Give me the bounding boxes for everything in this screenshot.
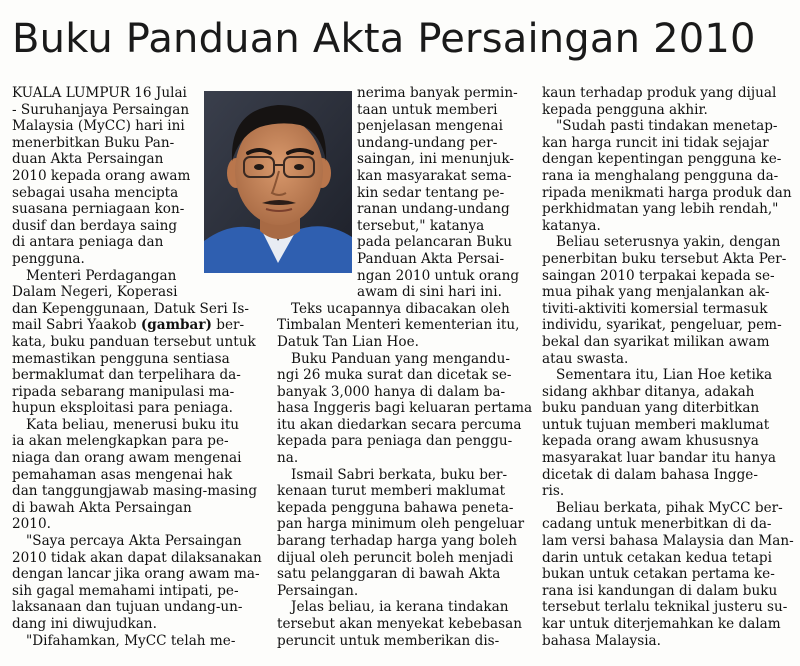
text-line: sebagai usaha mencipta [12,184,179,201]
text-line: 2010 tidak akan dapat dilaksanakan [12,549,262,566]
text-line: Dalam Negeri, Koperasi [12,284,178,301]
text-line: kepada pengguna akhir. [542,101,708,118]
text-line: bermaklumat dan terpelihara da- [12,367,241,384]
text-line: lam versi bahasa Malaysia dan Man- [542,533,794,550]
text-line: ranan undang-undang [357,201,510,218]
text-line: darin untuk cetakan kedua tetapi [542,549,772,566]
text-line: Menteri Perdagangan [26,267,177,284]
text-line: niaga dan orang awam mengenai [12,450,242,467]
text-line: barang terhadap harga yang boleh [277,533,517,550]
text-line: dicetak di dalam bahasa Ingge- [542,466,758,483]
text-line: dan Kepenggunaan, Datuk Seri Is- [12,300,249,317]
text-line: individu, syarikat, pengeluar, pem- [542,317,782,334]
text-line: ia akan melengkapkan para pe- [12,433,229,450]
text-line: banyak 3,000 hanya di dalam ba- [277,383,506,400]
text-line: - Suruhanjaya Persaingan [12,101,190,118]
text-line: "Sudah pasti tindakan menetap- [556,118,778,135]
text-line: di antara peniaga dan [12,234,164,251]
article-column-1 [12,85,262,649]
text-line: peruncit untuk memberikan dis- [277,632,500,649]
text-line: penerbitan buku tersebut Akta Per- [542,250,787,267]
text-line: nerima banyak permin- [357,85,518,101]
text-line: undang-undang per- [357,134,498,151]
text-line: penjelasan mengenai [357,118,504,135]
article-headline: Buku Panduan Akta Persaingan 2010 [12,16,756,62]
text-line: ripada sebarang manipulasi ma- [12,383,235,400]
text-line: awam di sini hari ini. [357,284,502,301]
text-line: tersebut," katanya [357,217,485,234]
text-line: dijual oleh peruncit boleh menjadi [277,549,514,566]
text-line: ris. [542,483,565,500]
text-line: kan masyarakat sema- [357,167,512,184]
text-line: saingan, ini menunjuk- [357,151,514,168]
text-line: Sementara itu, Lian Hoe ketika [556,367,773,384]
text-line: cadang untuk menerbitkan di da- [542,516,772,533]
text-line: Beliau seterusnya yakin, dengan [556,234,781,251]
text-line: Beliau berkata, pihak MyCC ber- [556,499,783,516]
text-line: tersebut akan menyekat kebebasan [277,616,522,632]
text-line: pada pelancaran Buku [357,234,513,251]
text-line: dengan kepentingan pengguna ke- [542,151,782,168]
text-line: untuk tujuan memberi maklumat [542,416,770,433]
text-line: perkhidmatan yang lebih rendah," [542,201,779,218]
text-line: satu pelanggaran di bawah Akta [277,566,501,583]
text-line: Timbalan Menteri kementerian itu, [277,317,520,334]
text-line: tiviti-aktiviti komersial termasuk [542,300,768,317]
text-line: Datuk Tan Lian Hoe. [277,333,419,350]
text-line: ngan 2010 untuk orang [357,267,520,284]
text-line: dang ini diwujudkan. [12,616,157,632]
text-line: kin sedar tentang pe- [357,184,505,201]
text-line: buku panduan yang diterbitkan [542,400,760,417]
text-line: mua pihak yang menjalankan ak- [542,284,770,301]
text-line: KUALA LUMPUR 16 Julai [12,85,187,101]
text-line: "Difahamkan, MyCC telah me- [26,632,236,649]
text-line: dan tanggungjawab masing-masing [12,483,258,500]
text-line: ripada menikmati harga produk dan [542,184,792,201]
text-line: kepada pengguna bahawa peneta- [277,499,514,516]
text-line: Malaysia (MyCC) hari ini [12,118,185,135]
text-line: na. [277,450,299,467]
text-line: ngi 26 muka surat dan dicetak se- [277,367,512,384]
text-line: Ismail Sabri berkata, buku ber- [291,466,508,483]
text-line: di bawah Akta Persaingan [12,499,192,516]
text-line: pengguna. [12,250,85,267]
text-line: saingan 2010 terpakai kepada se- [542,267,775,284]
text-line: masyarakat luar bandar itu hanya [542,450,776,467]
text-line: sidang akhbar ditanya, adakah [542,383,755,400]
text-line: itu akan diedarkan secara percuma [277,416,522,433]
text-line: 2010 kepada orang awam [12,167,191,184]
text-line: 2010. [12,516,51,533]
text-line: bukan untuk cetakan pertama ke- [542,566,775,583]
text-line: pan harga minimum oleh pengeluar [277,516,525,533]
text-line: menerbitkan Buku Pan- [12,134,175,151]
text-line: memastikan pengguna sentiasa [12,350,230,367]
text-line: kar untuk diterjemahkan ke dalam [542,616,781,632]
text-line: mail Sabri Yaakob (gambar) ber- [12,317,245,334]
text-line: dengan lancar jika orang awam ma- [12,566,260,583]
text-line: Panduan Akta Persai- [357,250,505,267]
text-line: laksanaan dan tujuan undang-un- [12,599,243,616]
text-line: pemahaman asas mengenai hak [12,466,233,483]
text-line: rana isi kandungan di dalam buku [542,582,778,599]
text-line: Jelas beliau, ia kerana tindakan [291,599,509,616]
text-line: Teks ucapannya dibacakan oleh [291,300,510,317]
text-line: "Saya percaya Akta Persaingan [26,533,242,550]
text-line: katanya. [542,217,601,234]
text-line: Kata beliau, menerusi buku itu [26,416,240,433]
article-column-2 [277,85,533,649]
text-line: kepada orang awam khususnya [542,433,759,450]
text-line: Persaingan. [277,582,359,599]
text-line: taan untuk memberi [357,101,498,118]
text-line: kenaan turut memberi maklumat [277,483,506,500]
photo-reference: (gambar) [140,317,212,334]
text-line: sih gagal memahami intipati, pe- [12,582,239,599]
text-line: kata, buku panduan tersebut untuk [12,333,256,350]
text-line: atau swasta. [542,350,629,367]
text-line: hasa Inggeris bagi keluaran pertama [277,400,533,417]
text-line: dusif dan berdaya saing [12,217,178,234]
text-line: kepada para peniaga dan penggu- [277,433,513,450]
text-line: rana ia menghalang pengguna da- [542,167,779,184]
article-column-3 [542,85,792,649]
text-line: Buku Panduan yang mengandu- [291,350,510,367]
text-line: kan harga runcit ini tidak sejajar [542,134,769,151]
text-line: kaun terhadap produk yang dijual [542,85,777,101]
text-line: duan Akta Persaingan [12,151,164,168]
text-line: hupun eksploitasi para peniaga. [12,400,233,417]
text-line: bahasa Malaysia. [542,632,661,649]
text-line: suasana perniagaan kon- [12,201,185,218]
text-line: bekal dan syarikat milikan awam [542,333,770,350]
text-line: tersebut terlalu teknikal justeru su- [542,599,788,616]
